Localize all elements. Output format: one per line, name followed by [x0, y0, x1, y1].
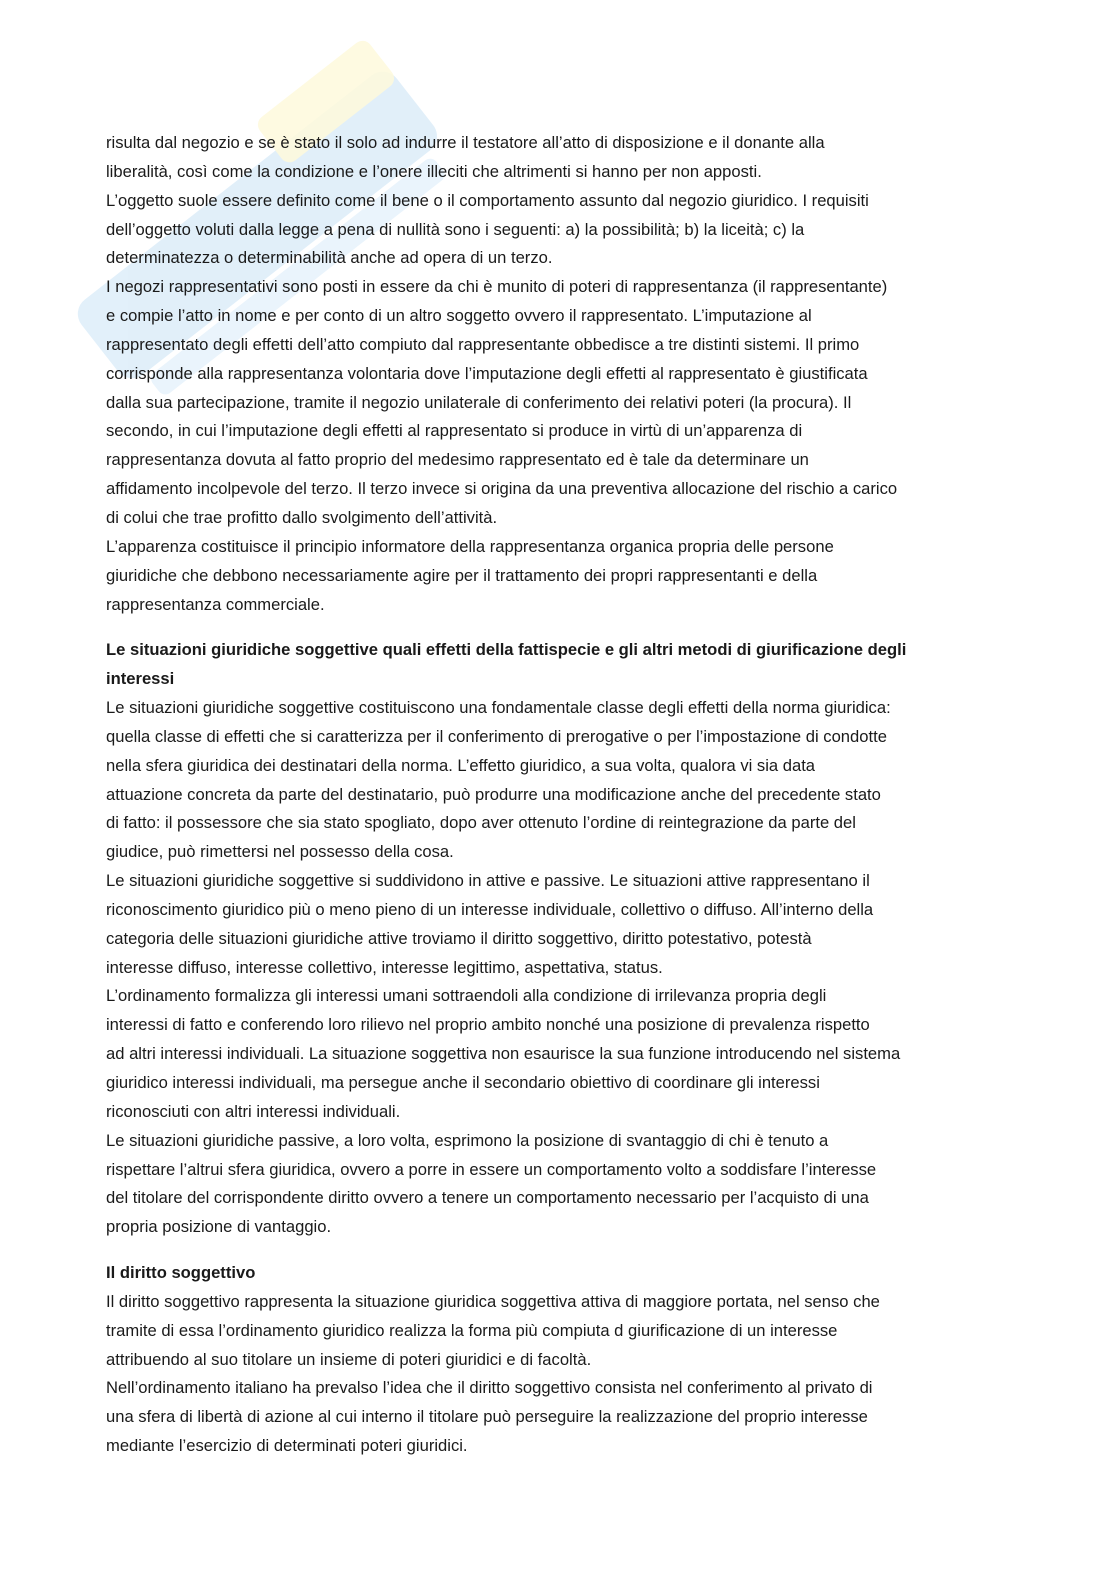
text-line: di colui che trae profitto dallo svolgimento dell’attività. [106, 507, 498, 527]
text-line: riconosciuti con altri interessi individuali. [106, 1101, 401, 1121]
section-heading [106, 1259, 1011, 1288]
paragraph [106, 533, 1011, 620]
text-line: risulta dal negozio e se è stato il solo ad indurre il testatore all’atto di disposizione e il donante alla [106, 133, 825, 152]
paragraph [106, 982, 1011, 1126]
text-line: interessi di fatto e conferendo loro rilievo nel proprio ambito nonché una posizione di prevalenza rispetto [106, 1015, 870, 1035]
text-line: quella classe di effetti che si caratterizza per il conferimento di prerogative o per l’impostazione di condotte [106, 726, 887, 746]
paragraph [106, 1288, 1011, 1375]
text-line: corrisponde alla rappresentanza volontaria dove l’imputazione degli effetti al rappresentato è giustificata [106, 363, 868, 383]
section-heading [106, 636, 1011, 694]
text-line: del titolare del corrispondente diritto ovvero a tenere un comportamento necessario per l’acquisto di una [106, 1188, 869, 1208]
text-line: affidamento incolpevole del terzo. Il terzo invece si origina da una preventiva allocazione del rischio a carico [106, 479, 898, 499]
text-line: di fatto: il possessore che sia stato spogliato, dopo aver ottenuto l’ordine di reintegrazione da parte del [106, 813, 856, 833]
section-gap [106, 1242, 1011, 1259]
text-line: rappresentato degli effetti dell’atto compiuto dal rappresentante obbedisce a tre distinti sistemi. Il primo [106, 334, 860, 354]
text-line: interessi [106, 669, 175, 689]
paragraph [106, 867, 1011, 982]
paragraph [106, 1127, 1011, 1242]
text-line: interesse diffuso, interesse collettivo, interesse legittimo, aspettativa, status. [106, 957, 663, 977]
text-line: rispettare l’altrui sfera giuridica, ovvero a porre in essere un comportamento volto a soddisfare l’interesse [106, 1159, 877, 1179]
text-line: dalla sua partecipazione, tramite il negozio unilaterale di conferimento dei relativi poteri (la procura). Il [106, 392, 852, 412]
text-line: rappresentanza dovuta al fatto proprio del medesimo rappresentato ed è tale da determinare un [106, 450, 809, 470]
text-line: categoria delle situazioni giuridiche attive troviamo il diritto soggettivo, diritto potestativo, potestà [106, 928, 812, 948]
text-line: liberalità, così come la condizione e l’onere illeciti che altrimenti si hanno per non apposti. [106, 161, 762, 181]
paragraph [106, 694, 1011, 867]
text-line: attuazione concreta da parte del destinatario, può produrre una modificazione anche del precedente stato [106, 784, 881, 804]
text-line: L’ordinamento formalizza gli interessi umani sottraendoli alla condizione di irrilevanza propria degli [106, 986, 827, 1006]
text-line: L’oggetto suole essere definito come il bene o il comportamento assunto dal negozio giuridico. I requisiti [106, 190, 869, 210]
text-line: e compie l’atto in nome e per conto di un altro soggetto ovvero il rappresentato. L’imputazione al [106, 306, 812, 326]
text-line: mediante l’esercizio di determinati poteri giuridici. [106, 1436, 468, 1456]
text-line: riconoscimento giuridico più o meno pieno di un interesse individuale, collettivo o diffuso. All’interno della [106, 899, 874, 919]
text-line: Le situazioni giuridiche passive, a loro volta, esprimono la posizione di svantaggio di chi è tenuto a [106, 1130, 829, 1150]
paragraph [106, 187, 1011, 274]
text-line: L’apparenza costituisce il principio informatore della rappresentanza organica propria delle persone [106, 536, 834, 556]
text-line: attribuendo al suo titolare un insieme di poteri giuridici e di facoltà. [106, 1349, 592, 1369]
text-line: Nell’ordinamento italiano ha prevalso l’idea che il diritto soggettivo consista nel conferimento al privato di [106, 1378, 873, 1398]
paragraph [106, 273, 1011, 533]
text-line: nella sfera giuridica dei destinatari della norma. L’effetto giuridico, a sua volta, qualora vi sia data [106, 755, 816, 775]
text-line: propria posizione di vantaggio. [106, 1217, 332, 1237]
text-line: una sfera di libertà di azione al cui interno il titolare può perseguire la realizzazione del proprio interesse [106, 1407, 868, 1427]
section-gap [106, 619, 1011, 636]
text-line: giuridico interessi individuali, ma persegue anche il secondario obiettivo di coordinare gli interessi [106, 1073, 820, 1092]
text-line: Le situazioni giuridiche soggettive si suddividono in attive e passive. Le situazioni attive rappresentano il [106, 871, 870, 891]
paragraph [106, 1374, 1011, 1461]
text-line: dell’oggetto voluti dalla legge a pena di nullità sono i seguenti: a) la possibilità; b) la liceità; c) la [106, 219, 805, 239]
text-line: rappresentanza commerciale. [106, 594, 325, 614]
document-body [106, 129, 1011, 1461]
text-line: determinatezza o determinabilità anche ad opera di un terzo. [106, 248, 553, 268]
text-line: I negozi rappresentativi sono posti in essere da chi è munito di poteri di rappresentanza (il rappresentante) [106, 277, 888, 297]
text-line: giudice, può rimettersi nel possesso della cosa. [106, 842, 454, 862]
paragraph [106, 129, 1011, 187]
text-line: giuridiche che debbono necessariamente agire per il trattamento dei propri rappresentanti e della [106, 565, 818, 585]
text-line: secondo, in cui l’imputazione degli effetti al rappresentato si produce in virtù di un’apparenza di [106, 421, 803, 441]
text-line: Le situazioni giuridiche soggettive costituiscono una fondamentale classe degli effetti della norma giuridica: [106, 698, 891, 718]
text-line: Le situazioni giuridiche soggettive quali effetti della fattispecie e gli altri metodi di giurificazione degli [106, 640, 907, 660]
text-line: ad altri interessi individuali. La situazione soggettiva non esaurisce la sua funzione introducendo nel sistema [106, 1044, 901, 1064]
text-line: Il diritto soggettivo rappresenta la situazione giuridica soggettiva attiva di maggiore portata, nel senso che [106, 1291, 880, 1311]
text-line: Il diritto soggettivo [106, 1263, 256, 1283]
text-line: tramite di essa l’ordinamento giuridico realizza la forma più compiuta d giurificazione di un interesse [106, 1320, 838, 1340]
